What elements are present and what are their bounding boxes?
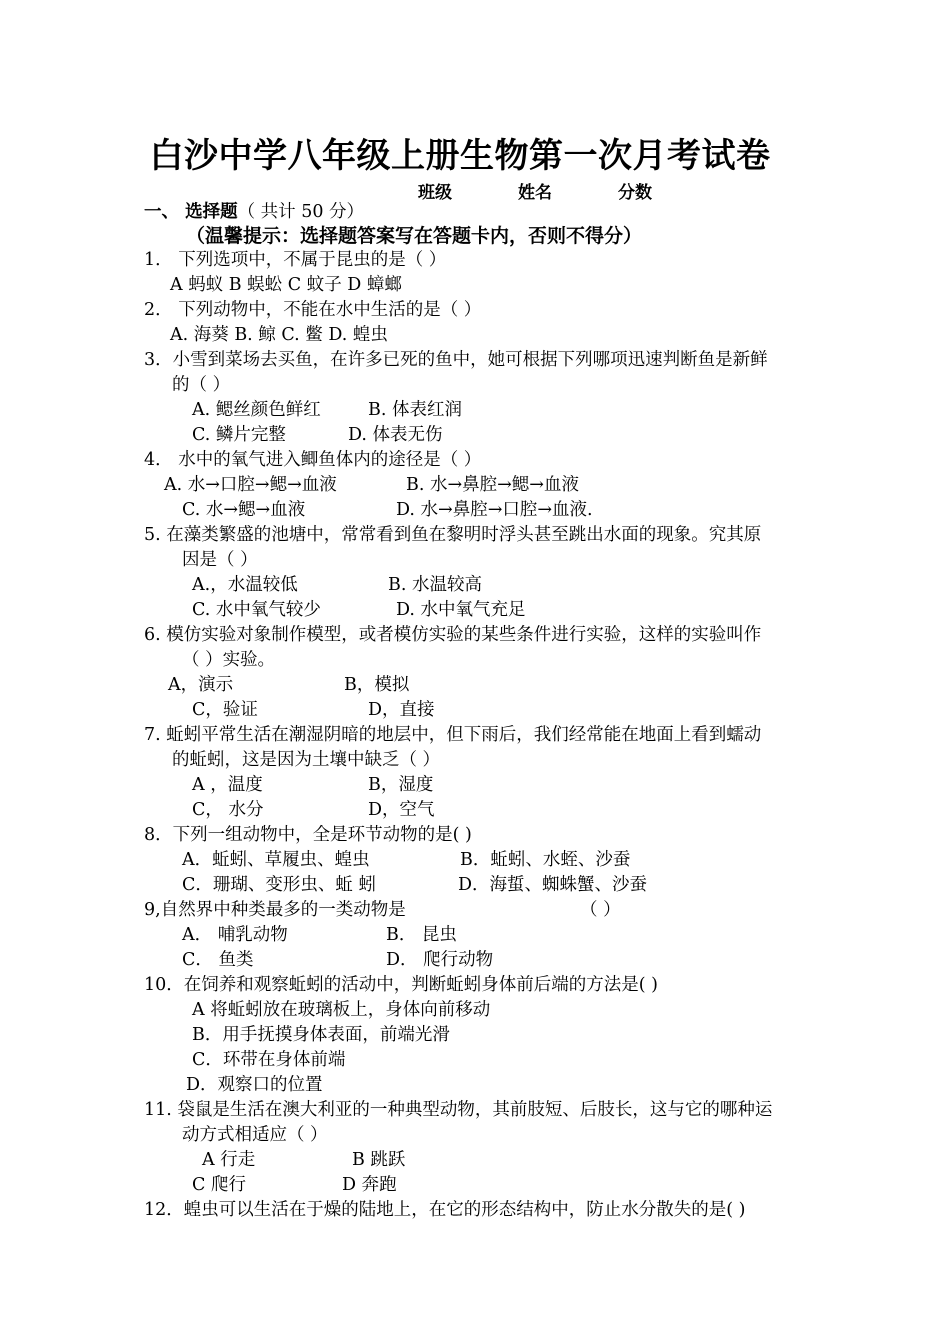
question-stem: 12．蝗虫可以生活在于燥的陆地上，在它的形态结构中，防止水分散失的是( ) [144,1200,746,1220]
answer-option: B，湿度 [368,775,434,795]
answer-option: C．珊瑚、变形虫、蚯 蚓 [182,875,376,895]
answer-option: D. 水中氧气充足 [396,600,526,620]
question-stem-cont: （ ）实验。 [182,650,276,670]
answer-option: D. 体表无伤 [348,425,443,445]
answer-option: C． 鱼类 [182,950,254,970]
answer-option: A ，温度 [192,775,263,795]
class-label: 班级 [418,183,452,203]
answer-option: A.，水温较低 [192,575,298,595]
answer-option: D．海蜇、蜘蛛蟹、沙蚕 [458,875,648,895]
question-stem: 7. 蚯蚓平常生活在潮湿阴暗的地层中，但下雨后，我们经常能在地面上看到蠕动 [144,725,762,745]
answer-option: C 爬行 [192,1175,246,1195]
question-stem: 11. 袋鼠是生活在澳大利亚的一种典型动物，其前肢短、后肢长，这与它的哪种运 [144,1100,773,1120]
answer-option: A. 水→口腔→鳃→血液 [164,475,337,495]
answer-option: D．观察口的位置 [186,1075,323,1095]
question-stem: 5. 在藻类繁盛的池塘中，常常看到鱼在黎明时浮头甚至跳出水面的现象。究其原 [144,525,762,545]
answer-option: C， 水分 [192,800,264,820]
answer-option: C. 水→鳃→血液 [182,500,306,520]
answer-option: A 蚂蚁 B 蜈蚣 C 蚊子 D 蟑螂 [170,275,402,295]
question-stem-cont: 动方式相适应（ ） [182,1125,328,1145]
question-stem: 2． 下列动物中，不能在水中生活的是（ ） [144,300,482,320]
question-stem: 3．小雪到菜场去买鱼，在许多已死的鱼中，她可根据下列哪项迅速判断鱼是新鲜 [144,350,768,370]
answer-blank: （ ） [580,900,621,920]
answer-option: A. 海葵 B. 鲸 C. 鳖 D. 蝗虫 [170,325,388,345]
answer-option: B. 水→鼻腔→鳃→血液 [406,475,579,495]
answer-option: D． 爬行动物 [386,950,494,970]
section-heading [144,200,364,224]
question-stem: 9,自然界中种类最多的一类动物是 [144,900,406,920]
answer-option: D，直接 [368,700,435,720]
answer-option: C. 鳞片完整 [192,425,286,445]
warm-tip: （温馨提示：选择题答案写在答题卡内，否则不得分） [186,225,643,247]
section-points: （ 共计 50 分） [237,202,365,222]
answer-option: D，空气 [368,800,435,820]
question-stem: 8．下列一组动物中，全是环节动物的是( ) [144,825,472,845]
question-stem-cont: 的（ ） [172,375,231,395]
answer-option: D 奔跑 [342,1175,397,1195]
answer-option: A 行走 [202,1150,256,1170]
answer-option: C. 水中氧气较少 [192,600,321,620]
answer-option: B 跳跃 [352,1150,406,1170]
answer-option: A． 哺乳动物 [182,925,288,945]
answer-option: A，演示 [168,675,234,695]
answer-option: B．蚯蚓、水蛭、沙蚕 [460,850,631,870]
answer-option: A 将蚯蚓放在玻璃板上，身体向前移动 [192,1000,491,1020]
answer-option: A．蚯蚓、草履虫、蝗虫 [182,850,370,870]
question-stem: 1． 下列选项中，不属于昆虫的是（ ） [144,250,447,270]
answer-option: B，模拟 [344,675,410,695]
answer-option: D. 水→鼻腔→口腔→血液. [396,500,593,520]
score-label: 分数 [618,183,652,203]
answer-option: B．用手抚摸身体表面，前端光滑 [192,1025,450,1045]
answer-option: B． 昆虫 [386,925,457,945]
question-stem: 6. 模仿实验对象制作模型，或者模仿实验的某些条件进行实验，这样的实验叫作 [144,625,762,645]
answer-option: A. 鳃丝颜色鲜红 [192,400,321,420]
page-title: 白沙中学八年级上册生物第一次月考试卷 [149,136,771,176]
question-stem-cont: 的蚯蚓，这是因为土壤中缺乏（ ） [172,750,441,770]
question-stem-cont: 因是（ ） [182,550,258,570]
answer-option: C，验证 [192,700,258,720]
question-stem: 10．在饲养和观察蚯蚓的活动中，判断蚯蚓身体前后端的方法是( ) [144,975,658,995]
name-label: 姓名 [518,183,552,203]
answer-option: C．环带在身体前端 [192,1050,346,1070]
answer-option: B. 水温较高 [388,575,482,595]
answer-option: B. 体表红润 [368,400,462,420]
section-title: 一、 选择题 [144,202,238,222]
question-stem: 4． 水中的氧气进入鲫鱼体内的途径是（ ） [144,450,482,470]
